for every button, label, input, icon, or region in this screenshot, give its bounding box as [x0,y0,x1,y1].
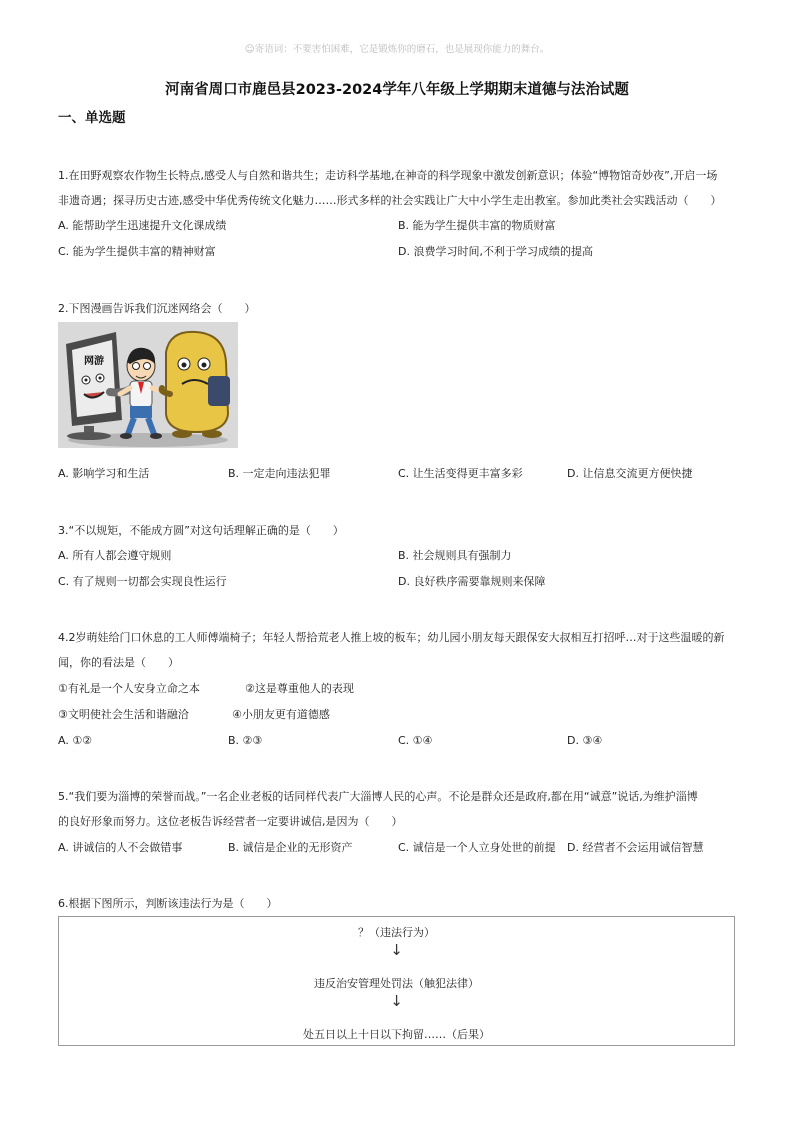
question-4-line-2: 闻，你的看法是（ ） [58,656,179,669]
question-4-statement-3: ③文明使社会生活和谐融洽 [58,708,189,721]
question-3-option-d[interactable]: D. 良好秩序需要靠规则来保障 [398,575,546,588]
question-5-option-c[interactable]: C. 诚信是一个人立身处世的前提 [398,841,556,854]
question-5-line-2: 的良好形象而努力。这位老板告诉经营者一定要讲诚信,是因为（ ） [58,815,403,828]
cartoon-svg [58,322,238,448]
question-2-option-b[interactable]: B. 一定走向违法犯罪 [228,467,331,480]
question-5-stem [58,784,738,834]
question-1-option-d[interactable]: D. 浪费学习时间,不利于学习成绩的提高 [398,245,593,258]
question-4-option-b[interactable]: B. ②③ [228,734,263,747]
flow-step-3: 处五日以上十日以下拘留……（后果） [303,1028,490,1041]
question-2-option-a[interactable]: A. 影响学习和生活 [58,467,150,480]
question-3-option-b[interactable]: B. 社会规则具有强制力 [398,549,512,562]
question-1-stem [58,163,738,213]
page-title: 河南省周口市鹿邑县2023-2024学年八年级上学期期末道德与法治试题 [165,82,629,98]
section-heading: 一、单选题 [58,110,126,126]
backpack-character [162,332,230,438]
question-3-option-a[interactable]: A. 所有人都会遵守规则 [58,549,172,562]
question-1-line-1: 1.在田野观察农作物生长特点,感受人与自然和谐共生；走访科学基地,在神奇的科学现象中激发创新意识；体验“博物馆奇妙夜”,开启一场 [58,169,718,182]
motto-header: ☺寄语词：不要害怕困难，它是锻炼你的磨石，也是展现你能力的舞台。 [244,44,550,55]
question-4-option-c[interactable]: C. ①④ [398,734,433,747]
question-1-line-2: 非遗奇遇；探寻历史古迹,感受中华优秀传统文化魅力……形式多样的社会实践让广大中小学生走出教室。参加此类社会实践活动（ ） [58,194,722,207]
question-1-option-a[interactable]: A. 能帮助学生迅速提升文化课成绩 [58,219,227,232]
monitor-screen-text: 网游 [84,356,104,367]
question-5-option-a[interactable]: A. 讲诚信的人不会做错事 [58,841,183,854]
flow-step-2: 违反治安管理处罚法（触犯法律） [314,977,479,990]
question-6-line-1: 6.根据下图所示，判断该违法行为是（ ） [58,897,278,910]
question-4-option-d[interactable]: D. ③④ [567,734,603,747]
question-4-line-1: 4.2岁萌娃给门口休息的工人师傅端椅子；年轻人帮拾荒老人推上坡的板车；幼儿园小朋友每天跟保安大叔相互打招呼…对于这些温暖的新 [58,631,725,644]
flow-diagram [58,916,735,1046]
question-5-option-d[interactable]: D. 经营者不会运用诚信智慧 [567,841,704,854]
question-4-option-a[interactable]: A. ①② [58,734,93,747]
question-5-option-b[interactable]: B. 诚信是企业的无形资产 [228,841,353,854]
down-arrow-icon: ↓ [390,992,403,1010]
question-4-statement-2: ②这是尊重他人的表现 [245,682,354,695]
question-3-option-c[interactable]: C. 有了规则一切都会实现良性运行 [58,575,227,588]
flow-step-1: ？（违法行为） [358,926,435,939]
question-4-statement-4: ④小朋友更有道德感 [232,708,330,721]
question-4-statement-1: ①有礼是一个人安身立命之本 [58,682,200,695]
cartoon-illustration [58,322,238,448]
question-6-stem [58,891,738,916]
question-2-option-c[interactable]: C. 让生活变得更丰富多彩 [398,467,523,480]
question-5-line-1: 5.“我们要为淄博的荣誉而战。”一名企业老板的话同样代表广大淄博人民的心声。不论是群众还是政府,都在用“诚意”说话,为维护淄博 [58,790,698,803]
question-3-line-1: 3.“不以规矩，不能成方圆”对这句话理解正确的是（ ） [58,524,344,537]
question-4-stem [58,625,738,675]
question-3-stem [58,518,738,543]
question-2-option-d[interactable]: D. 让信息交流更方便快捷 [567,467,693,480]
question-2-line-1: 2.下图漫画告诉我们沉迷网络会（ ） [58,302,256,315]
question-1-option-c[interactable]: C. 能为学生提供丰富的精神财富 [58,245,216,258]
question-1-option-b[interactable]: B. 能为学生提供丰富的物质财富 [398,219,556,232]
down-arrow-icon: ↓ [390,941,403,959]
question-2-stem [58,296,738,321]
